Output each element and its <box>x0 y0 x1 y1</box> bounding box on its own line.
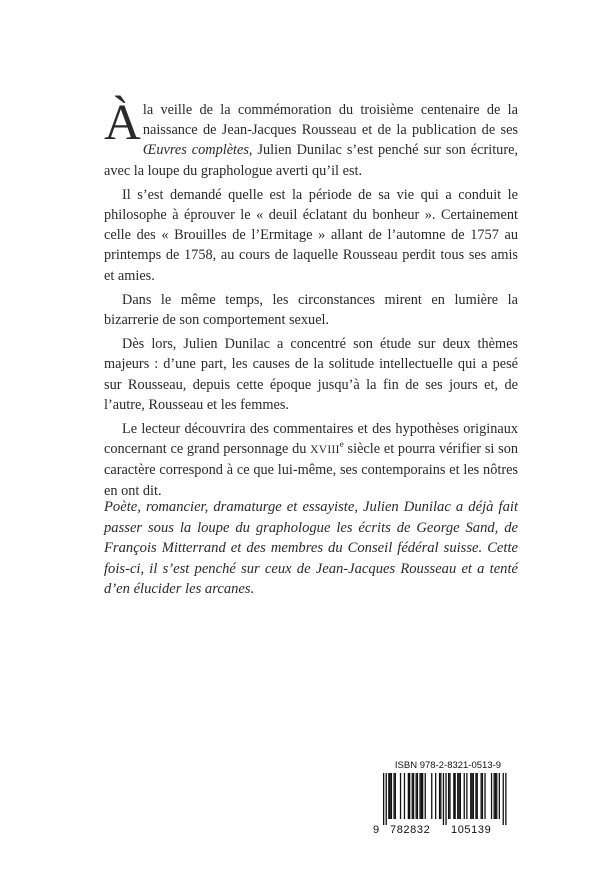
barcode-bar <box>422 773 423 819</box>
author-bio: Poète, romancier, dramaturge et essayiste, Julien Dunilac a déjà fait passer sous la loupe du graphologue les écrits de George Sand, de François Mitterrand et des membres du Conseil fédéral suisse. Cette fois-ci, il s’est penché sur ceux de Jean-Jacques Rousseau et a tenté d’en élucider les arcanes. <box>104 499 518 598</box>
paragraph-1-text: la veille de la commémoration du troisième centenaire de la naissance de Jean-Jacques Rousseau et de la publication de ses <box>142 102 518 139</box>
paragraph-5-end: siècle et pourra vérifier si son caractère correspond à ce que lui-même, ses contemporains et les nôtres en ont dit. <box>104 441 518 499</box>
barcode-bar <box>496 773 497 819</box>
barcode-bar <box>425 773 426 819</box>
barcode-bar <box>466 773 467 819</box>
barcode-bar <box>391 773 392 819</box>
paragraph-3: Dans le même temps, les circonstances mirent en lumière la bizarrerie de son comportement sexuel. <box>104 291 518 329</box>
paragraph-2: Il s’est demandé quelle est la période de sa vie qui a conduit le philosophe à éprouver le « deuil éclatant du bonheur ». Certainement celle des « Brouilles de l’Ermitage » allant de l’automne de 1757 au printemps de 1758, au cours de laquelle Rousseau perdit tous ses amis et amies. <box>104 186 518 284</box>
paragraph-1-end: , Julien Dunilac s’est penché sur son écriture, avec la loupe du graphologue averti qu’il est. <box>104 142 519 179</box>
barcode-bar <box>435 773 436 819</box>
barcode-lead-digit: 9 <box>373 824 380 836</box>
barcode-bar <box>449 773 450 819</box>
barcode-bar <box>445 773 446 825</box>
barcode-bar <box>386 773 387 825</box>
isbn-label: ISBN 978-2-8321-0513-9 <box>394 760 502 771</box>
barcode-bar <box>408 773 409 819</box>
barcode-bar <box>477 773 478 819</box>
book-title-italic: Œuvres complètes <box>142 142 249 159</box>
barcode-bar <box>471 773 472 819</box>
barcode-bar <box>448 773 449 819</box>
barcode-bar <box>464 773 465 819</box>
barcode-bar <box>473 773 474 819</box>
barcode-bar <box>484 773 485 819</box>
barcode-bar <box>470 773 471 819</box>
barcode-bar <box>458 773 459 819</box>
barcode-bar <box>440 773 441 819</box>
barcode-bar <box>383 773 384 825</box>
barcode-bar <box>453 773 454 819</box>
barcode-bar <box>457 773 458 819</box>
barcode-bar <box>431 773 432 819</box>
barcode-bar <box>419 773 420 819</box>
barcode-bar <box>409 773 410 819</box>
barcode-bar <box>495 773 496 819</box>
barcode-bar <box>404 773 405 819</box>
barcode-bar <box>505 773 506 825</box>
barcode-bar <box>421 773 422 819</box>
barcode-bar <box>417 773 418 819</box>
barcode-bar <box>481 773 482 819</box>
barcode-bar <box>393 773 394 819</box>
barcode-bar <box>494 773 495 819</box>
barcode-bar <box>475 773 476 819</box>
paragraph-5-text: Le lecteur découvrira des commentaires et des hypothèses originaux concernant ce grand personnage du <box>104 421 518 458</box>
barcode-bar <box>460 773 461 819</box>
barcode-bar <box>455 773 456 819</box>
barcode-bars <box>383 773 513 825</box>
barcode-bar <box>388 773 389 819</box>
barcode-bar <box>443 773 444 825</box>
barcode-bar <box>416 773 417 819</box>
paragraph-1 <box>104 95 519 181</box>
paragraph-4: Dès lors, Julien Dunilac a concentré son étude sur deux thèmes majeurs : d’une part, les causes de la solitude intellectuelle qui a pesé sur Rousseau, depuis cette époque jusqu’à la fin de ses jours et, de l’autre, Rousseau et les femmes. <box>104 336 518 413</box>
barcode-bar <box>503 773 504 825</box>
barcode-bar <box>491 773 492 819</box>
barcode-right-digits: 105139 <box>451 824 492 836</box>
barcode-bar <box>390 773 391 819</box>
barcode-bar <box>412 773 413 819</box>
century-superscript: e <box>339 439 344 450</box>
century-numeral: XVIII <box>310 444 340 457</box>
barcode-bar <box>439 773 440 819</box>
barcode-bar <box>400 773 401 819</box>
drop-cap: À <box>104 95 141 151</box>
isbn-barcode <box>373 760 523 845</box>
barcode-bar <box>482 773 483 819</box>
barcode-bar <box>395 773 396 819</box>
back-cover-text <box>104 95 519 501</box>
barcode-bar <box>413 773 414 819</box>
paragraph-5 <box>104 419 518 501</box>
barcode-left-digits: 782832 <box>390 824 431 836</box>
barcode-bar <box>499 773 500 819</box>
